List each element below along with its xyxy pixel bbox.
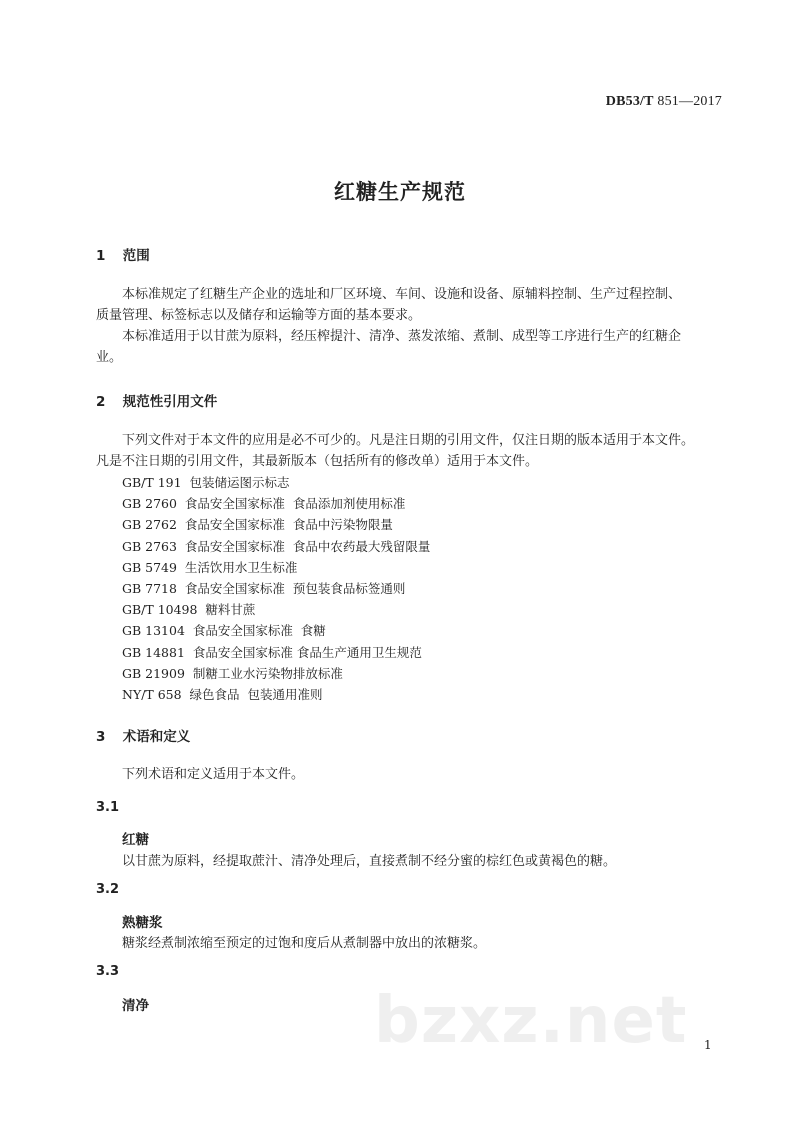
scope-paragraph-2 (96, 326, 736, 368)
reference-item: GB/T 10498 糖料甘蔗 (122, 602, 256, 618)
paragraph-line: 凡是不注日期的引用文件，其最新版本（包括所有的修改单）适用于本文件。 (96, 454, 539, 469)
section-number: 2 (96, 394, 106, 410)
section-1-heading (96, 244, 150, 264)
reference-item: GB 7718 食品安全国家标准 预包装食品标签通则 (122, 581, 406, 597)
reference-list (122, 472, 430, 705)
reference-item: NY/T 658 绿色食品 包装通用准则 (122, 687, 323, 703)
section-title: 术语和定义 (122, 729, 191, 745)
references-intro (96, 430, 736, 472)
section-number: 1 (96, 248, 106, 264)
section-title: 规范性引用文件 (122, 394, 218, 410)
term-number: 3.2 (96, 882, 120, 897)
reference-item: GB 2760 食品安全国家标准 食品添加剂使用标准 (122, 496, 406, 512)
paragraph-line: 质量管理、标签标志以及储存和运输等方面的基本要求。 (96, 308, 422, 323)
reference-item: GB/T 191 包装储运图示标志 (122, 475, 290, 490)
section-title: 范围 (122, 248, 150, 264)
reference-item: GB 14881 食品安全国家标准 食品生产通用卫生规范 (122, 644, 422, 660)
term-name: 清净 (122, 998, 149, 1014)
term-name: 熟糖浆 (122, 915, 163, 931)
term-definition: 以甘蔗为原料，经提取蔗汁、清净处理后，直接煮制不经分蜜的棕红色或黄褐色的糖。 (122, 854, 617, 869)
watermark: bzxz.net (374, 984, 688, 1058)
section-number: 3 (96, 729, 106, 745)
term-definition: 糖浆经煮制浓缩至预定的过饱和度后从煮制器中放出的浓糖浆。 (122, 936, 487, 951)
document-code-prefix: DB53/T (605, 94, 654, 109)
term-name: 红糖 (122, 832, 149, 848)
reference-item: GB 2763 食品安全国家标准 食品中农药最大残留限量 (122, 538, 431, 554)
paragraph-line: 本标准规定了红糖生产企业的选址和厂区环境、车间、设施和设备、原辅料控制、生产过程控制、 (122, 287, 682, 302)
document-title: 红糖生产规范 (334, 180, 466, 204)
document-code-number: 851—2017 (657, 94, 722, 109)
reference-item: GB 5749 生活饮用水卫生标准 (122, 559, 298, 575)
scope-paragraph-1 (96, 284, 736, 326)
terms-intro: 下列术语和定义适用于本文件。 (122, 767, 305, 782)
paragraph-line: 本标准适用于以甘蔗为原料，经压榨提汁、清净、蒸发浓缩、煮制、成型等工序进行生产的红糖企 (122, 329, 682, 344)
section-3-heading (96, 725, 190, 745)
reference-item: GB 13104 食品安全国家标准 食糖 (122, 623, 326, 639)
term-number: 3.3 (96, 964, 120, 979)
section-2-heading (96, 390, 217, 410)
term-number: 3.1 (96, 800, 120, 815)
document-code (606, 94, 722, 110)
paragraph-line: 业。 (96, 350, 123, 365)
paragraph-line: 下列文件对于本文件的应用是必不可少的。凡是注日期的引用文件，仅注日期的版本适用于本文件。 (122, 433, 695, 448)
page-number: 1 (704, 1038, 712, 1052)
reference-item: GB 21909 制糖工业水污染物排放标准 (122, 665, 343, 681)
reference-item: GB 2762 食品安全国家标准 食品中污染物限量 (122, 517, 393, 533)
